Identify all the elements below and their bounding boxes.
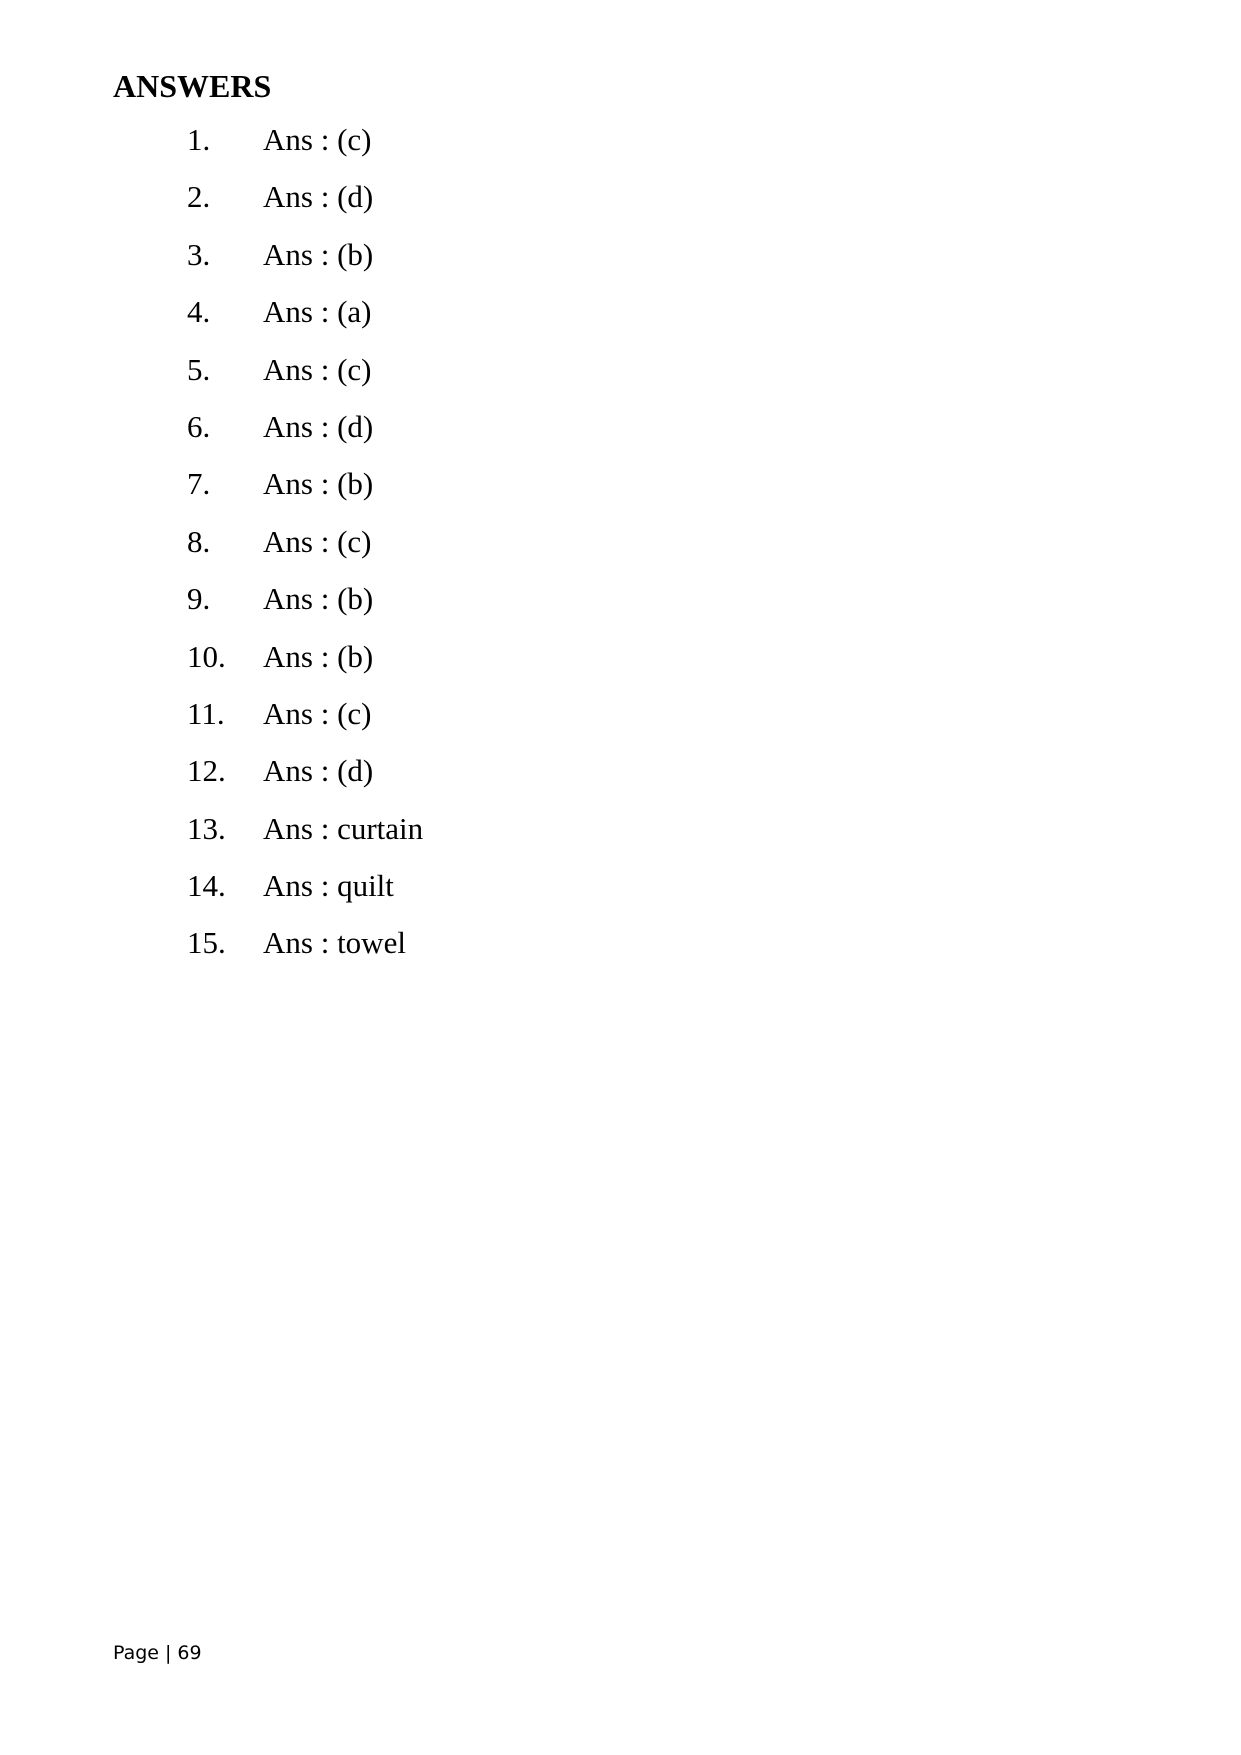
answer-text: Ans : curtain — [263, 810, 424, 846]
answer-text: Ans : (b) — [263, 236, 374, 272]
answers-list — [187, 122, 423, 983]
answer-text: Ans : (d) — [263, 408, 374, 444]
page-label: Page — [113, 1642, 159, 1664]
answer-text: Ans : (c) — [263, 122, 372, 157]
answer-item — [187, 868, 423, 925]
answer-text: Ans : (b) — [263, 466, 374, 502]
answer-text: Ans : (a) — [263, 294, 372, 330]
answer-text: Ans : towel — [263, 925, 406, 961]
answer-number: 5. — [187, 351, 211, 387]
answer-number: 9. — [187, 581, 211, 617]
answer-text: Ans : quilt — [263, 868, 394, 904]
answer-number: 11. — [187, 695, 225, 731]
footer-separator: | — [165, 1642, 172, 1664]
answer-number: 8. — [187, 523, 211, 559]
answer-item — [187, 639, 423, 696]
answer-item — [187, 237, 423, 294]
answer-number: 4. — [187, 294, 211, 330]
answer-item — [187, 753, 423, 810]
answer-number: 1. — [187, 122, 211, 157]
answer-text: Ans : (c) — [263, 523, 372, 559]
answer-text: Ans : (b) — [263, 581, 374, 617]
page-heading: ANSWERS — [113, 68, 272, 104]
answer-item — [187, 696, 423, 753]
answer-item — [187, 925, 423, 982]
answer-number: 6. — [187, 408, 211, 444]
answer-text: Ans : (d) — [263, 179, 374, 215]
answer-item — [187, 352, 423, 409]
answer-item — [187, 179, 423, 236]
answer-number: 13. — [187, 810, 226, 846]
answer-number: 7. — [187, 466, 211, 502]
answer-number: 10. — [187, 638, 226, 674]
answer-item — [187, 581, 423, 638]
answer-text: Ans : (c) — [263, 351, 372, 387]
page-footer — [113, 1644, 202, 1663]
answer-number: 12. — [187, 753, 226, 789]
answer-text: Ans : (d) — [263, 753, 374, 789]
answer-text: Ans : (b) — [263, 638, 374, 674]
answer-number: 15. — [187, 925, 226, 961]
page-number: 69 — [177, 1642, 202, 1664]
answer-number: 14. — [187, 868, 226, 904]
answer-item — [187, 524, 423, 581]
answer-number: 3. — [187, 236, 211, 272]
answer-item — [187, 811, 423, 868]
answer-number: 2. — [187, 179, 211, 215]
answer-item — [187, 409, 423, 466]
answer-item — [187, 122, 423, 179]
answer-item — [187, 294, 423, 351]
answer-text: Ans : (c) — [263, 695, 372, 731]
answer-item — [187, 466, 423, 523]
